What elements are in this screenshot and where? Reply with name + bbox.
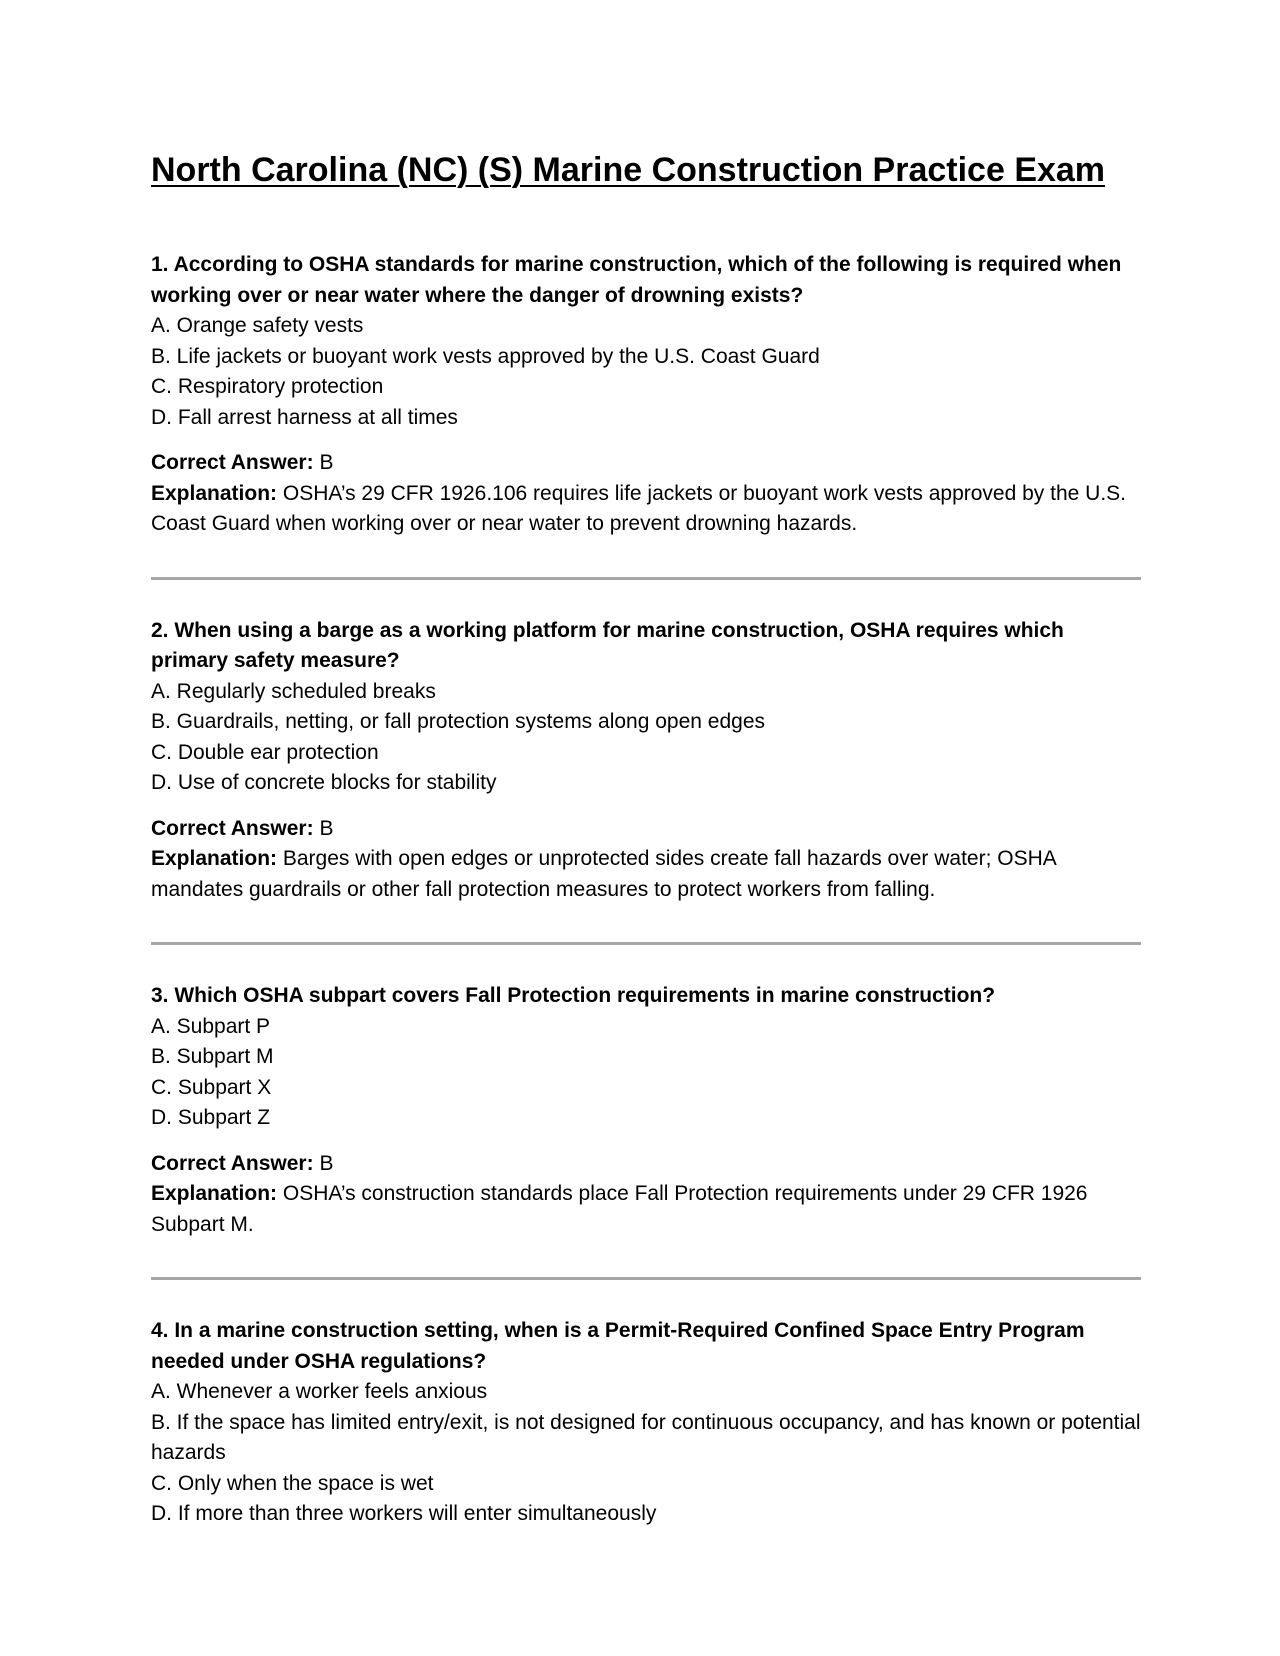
explanation-label: Explanation: [151,847,278,870]
option-b: B. Subpart M [151,1045,274,1068]
correct-answer-label: Correct Answer: [151,1151,314,1175]
option-list [151,311,1141,433]
explanation [151,844,1141,905]
explanation [151,1179,1141,1240]
section-divider [151,577,1141,580]
answer-block [151,814,1141,906]
explanation-text: OSHA’s 29 CFR 1926.106 requires life jackets or buoyant work vests approved by the U.S. Coast Guard when working over or near water to prevent drowning hazards. [151,481,1126,535]
question-4 [151,1316,1141,1530]
option-b: B. Life jackets or buoyant work vests approved by the U.S. Coast Guard [151,344,820,368]
question-text: 3. Which OSHA subpart covers Fall Protection requirements in marine construction? [151,984,996,1007]
correct-answer [151,814,1141,845]
explanation-label: Explanation: [151,481,278,505]
option-a: A. Regularly scheduled breaks [151,679,436,703]
correct-answer [151,448,1141,479]
option-d: D. Subpart Z [151,1106,271,1129]
question-1 [151,250,1141,540]
option-list [151,1377,1141,1530]
option-a: A. Whenever a worker feels anxious [151,1380,488,1403]
explanation-label: Explanation: [151,1182,278,1205]
option-b: B. If the space has limited entry/exit, is not designed for continuous occupancy, and has known or potential hazards [151,1410,1141,1464]
page-title: North Carolina (NC) (S) Marine Construction Practice Exam [151,151,1106,189]
option-b: B. Guardrails, netting, or fall protection systems along open edges [151,710,766,733]
correct-answer-value: B [319,451,334,474]
answer-block [151,1149,1141,1241]
section-divider [151,1277,1141,1280]
question-3 [151,981,1141,1240]
correct-answer-label: Correct Answer: [151,816,314,840]
question-2 [151,616,1141,906]
option-d: D. Use of concrete blocks for stability [151,771,497,794]
explanation [151,479,1141,540]
explanation-text: OSHA’s construction standards place Fall Protection requirements under 29 CFR 1926 Subpart M. [151,1182,1088,1236]
section-divider [151,942,1141,945]
question-text: 4. In a marine construction setting, when is a Permit-Required Confined Space Entry Program needed under OSHA regulations? [151,1319,1085,1373]
question-text: 1. According to OSHA standards for marine construction, which of the following is required when working over or near water where the danger of drowning exists? [151,253,1122,307]
question-text: 2. When using a barge as a working platform for marine construction, OSHA requires which primary safety measure? [151,618,1064,672]
option-d: D. Fall arrest harness at all times [151,405,458,429]
question-list [151,250,1141,1530]
document-page [151,148,1141,1530]
correct-answer-label: Correct Answer: [151,451,314,474]
option-c: C. Subpart X [151,1075,272,1099]
option-c: C. Double ear protection [151,740,379,764]
option-c: C. Only when the space is wet [151,1471,434,1495]
option-a: A. Subpart P [151,1014,271,1038]
answer-block [151,448,1141,540]
correct-answer [151,1149,1141,1180]
explanation-text: Barges with open edges or unprotected sides create fall hazards over water; OSHA mandates guardrails or other fall protection measures to protect workers from falling. [151,847,1056,901]
option-a: A. Orange safety vests [151,314,364,337]
correct-answer-value: B [319,816,334,840]
correct-answer-value: B [319,1151,334,1175]
option-c: C. Respiratory protection [151,375,384,398]
option-list [151,1012,1141,1134]
option-d: D. If more than three workers will enter simultaneously [151,1502,657,1525]
option-list [151,677,1141,799]
